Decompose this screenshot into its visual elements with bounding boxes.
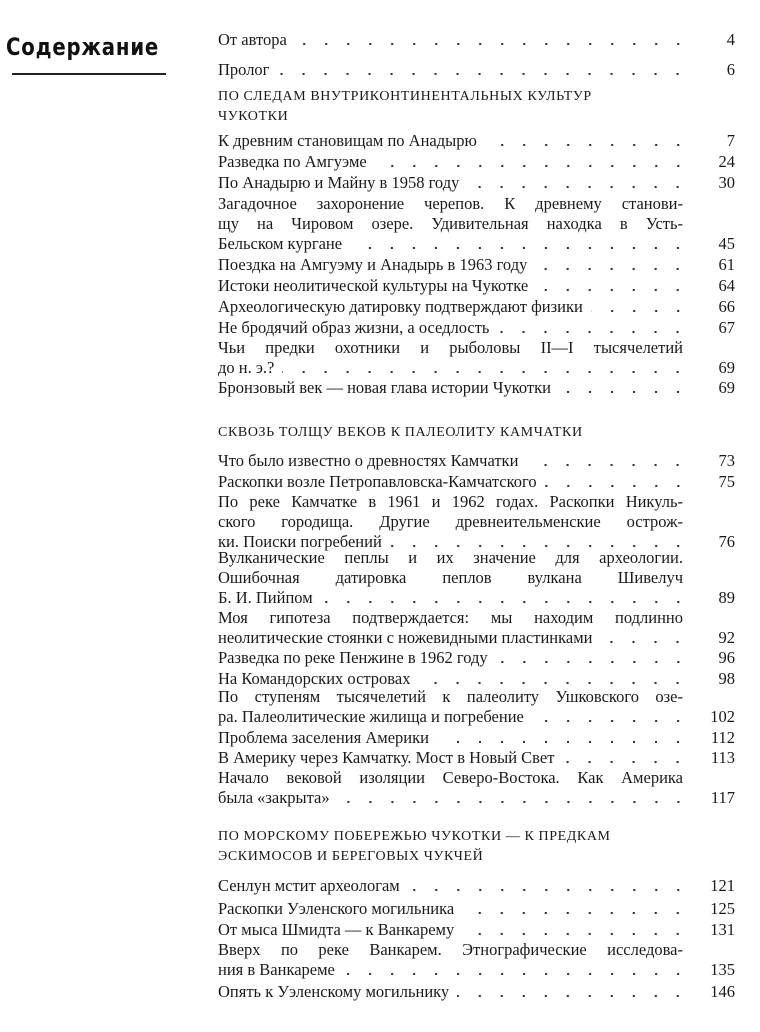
dot-leader — [532, 710, 689, 722]
page-number: 121 — [710, 876, 735, 895]
toc-entry[interactable] — [218, 451, 735, 471]
page-number: 113 — [710, 748, 735, 767]
dot-leader — [535, 258, 689, 270]
dot-leader — [600, 631, 689, 643]
entry-last-line — [218, 276, 735, 296]
entry-last-line — [218, 30, 735, 50]
dot-leader — [559, 381, 689, 393]
entry-text: На Командорских островах — [218, 669, 411, 688]
dot-leader — [282, 361, 689, 373]
toc-entry[interactable] — [218, 318, 735, 338]
entry-last-line — [218, 960, 735, 980]
page-number: 45 — [718, 234, 735, 253]
entry-last-line — [218, 920, 735, 940]
entry-text: Истоки неолитической культуры на Чукотке — [218, 276, 529, 295]
entry-text: От автора — [218, 30, 287, 49]
toc-entry[interactable] — [218, 152, 735, 172]
toc-entry[interactable] — [218, 899, 735, 919]
entry-text: Проблема заселения Америки — [218, 728, 429, 747]
toc-entry[interactable] — [218, 30, 735, 50]
entry-text: Разведка по Амгуэме — [218, 152, 367, 171]
dot-leader — [591, 300, 689, 312]
toc-entry[interactable] — [218, 687, 735, 727]
contents-title: Содержание — [6, 33, 160, 61]
entry-text: Сенлун мстит археологам — [218, 876, 400, 895]
toc-entry[interactable] — [218, 768, 735, 808]
dot-leader — [321, 591, 689, 603]
toc-entry[interactable] — [218, 194, 735, 254]
entry-text: Раскопки возле Петропавловска-Камчатского — [218, 472, 537, 491]
toc-entry[interactable] — [218, 338, 735, 378]
page-number: 96 — [718, 648, 735, 667]
entry-text-line: Моя гипотеза подтверждается: мы находим подлинно — [218, 608, 683, 627]
page-number: 135 — [710, 960, 735, 979]
entry-text-line: Начало вековой изоляции Северо-Востока. Как Америка — [218, 768, 683, 787]
toc-entry[interactable] — [218, 940, 735, 980]
toc-entry[interactable] — [218, 669, 735, 689]
entry-text: ра. Палеолитические жилища и погребение — [218, 707, 524, 726]
section-heading-line: ЭСКИМОСОВ И БЕРЕГОВЫХ ЧУКЧЕЙ — [218, 849, 484, 864]
section-heading-line: ПО МОРСКОМУ ПОБЕРЕЖЬЮ ЧУКОТКИ — К ПРЕДКАМ — [218, 829, 611, 844]
entry-last-line — [218, 451, 735, 471]
entry-text: Что было известно о древностях Камчатки — [218, 451, 519, 470]
title-underline — [12, 73, 166, 75]
entry-last-line — [218, 899, 735, 919]
page-number: 92 — [718, 628, 735, 647]
entry-text-line: Вверх по реке Ванкарем. Этнографические исследова- — [218, 940, 683, 959]
entry-last-line — [218, 788, 735, 808]
page-number: 69 — [718, 358, 735, 377]
page-number: 89 — [718, 588, 735, 607]
entry-text: Археологическую датировку подтверждают физики — [218, 297, 583, 316]
entry-last-line — [218, 748, 735, 768]
toc-entry[interactable] — [218, 60, 735, 80]
entry-text: В Америку через Камчатку. Мост в Новый Свет — [218, 748, 555, 767]
dot-leader — [338, 791, 689, 803]
page-number: 112 — [710, 728, 735, 747]
page-number: 30 — [718, 173, 735, 192]
entry-last-line — [218, 173, 735, 193]
entry-last-line — [218, 234, 735, 254]
toc-entry[interactable] — [218, 255, 735, 275]
entry-text: Не бродячий образ жизни, а оседлость — [218, 318, 490, 337]
section-heading — [218, 827, 611, 867]
page-number: 146 — [710, 982, 735, 1001]
entry-last-line — [218, 588, 735, 608]
entry-last-line — [218, 669, 735, 689]
entry-text-line: щу на Чировом озере. Удивительная находка в Усть- — [218, 214, 683, 233]
toc-entry[interactable] — [218, 608, 735, 648]
toc-entry[interactable] — [218, 920, 735, 940]
toc-entry[interactable] — [218, 276, 735, 296]
dot-leader — [562, 751, 689, 763]
page-number: 69 — [718, 378, 735, 397]
entry-text-line: Чьи предки охотники и рыболовы II—I тысячелетий — [218, 338, 683, 357]
dot-leader — [467, 176, 689, 188]
toc-entry[interactable] — [218, 492, 735, 552]
page-number: 6 — [726, 60, 735, 79]
section-heading-line: ПО СЛЕДАМ ВНУТРИКОНТИНЕНТАЛЬНЫХ КУЛЬТУР — [218, 89, 592, 104]
entry-text: К древним становищам по Анадырю — [218, 131, 477, 150]
page-number: 125 — [710, 899, 735, 918]
entry-last-line — [218, 472, 735, 492]
page-number: 131 — [710, 920, 735, 939]
entry-last-line — [218, 60, 735, 80]
entry-text: ки. Поиски погребений — [218, 532, 382, 551]
page-number: 64 — [718, 276, 735, 295]
dot-leader — [536, 279, 689, 291]
entry-last-line — [218, 982, 735, 1002]
entry-text: неолитические стоянки с ножевидными пластинками — [218, 628, 593, 647]
dot-leader — [545, 475, 689, 487]
dot-leader — [437, 731, 689, 743]
entry-text: По Анадырю и Майну в 1958 году — [218, 173, 460, 192]
entry-text: Поездка на Амгуэму и Анадырь в 1963 году — [218, 255, 528, 274]
page-number: 61 — [718, 255, 735, 274]
dot-leader — [277, 63, 689, 75]
entry-last-line — [218, 358, 735, 378]
entry-text: От мыса Шмидта — к Ванкарему — [218, 920, 455, 939]
entry-last-line — [218, 707, 735, 727]
dot-leader — [457, 985, 689, 997]
toc-entry[interactable] — [218, 378, 735, 398]
entry-last-line — [218, 255, 735, 275]
entry-last-line — [218, 297, 735, 317]
entry-text-line: Вулканические пеплы и их значение для археологии. — [218, 548, 683, 567]
dot-leader — [375, 155, 689, 167]
entry-text: Опять к Уэленскому могильнику — [218, 982, 450, 1001]
dot-leader — [462, 902, 689, 914]
dot-leader — [350, 237, 689, 249]
entry-text: Б. И. Пийпом — [218, 588, 313, 607]
entry-text-line: Ошибочная датировка пеплов вулкана Шивелуч — [218, 568, 683, 587]
entry-last-line — [218, 378, 735, 398]
dot-leader — [526, 454, 689, 466]
entry-text: Бельском кургане — [218, 234, 343, 253]
page-number: 4 — [726, 30, 735, 49]
page-number: 98 — [718, 669, 735, 688]
entry-last-line — [218, 152, 735, 172]
dot-leader — [390, 535, 689, 547]
toc-entry[interactable] — [218, 173, 735, 193]
entry-text: ния в Ванкареме — [218, 960, 335, 979]
toc-entry[interactable] — [218, 297, 735, 317]
entry-last-line — [218, 728, 735, 748]
entry-last-line — [218, 876, 735, 896]
entry-text: до н. э.? — [218, 358, 275, 377]
toc-entry[interactable] — [218, 876, 735, 896]
entry-text: Пролог — [218, 60, 270, 79]
dot-leader — [343, 963, 689, 975]
page-number: 102 — [710, 707, 735, 726]
dot-leader — [496, 651, 689, 663]
page-number: 67 — [718, 318, 735, 337]
section-heading-line: ЧУКОТКИ — [218, 109, 289, 124]
page-number: 7 — [726, 131, 735, 150]
dot-leader — [408, 879, 689, 891]
toc-entry[interactable] — [218, 548, 735, 608]
page-number: 76 — [718, 532, 735, 551]
toc-entry[interactable] — [218, 131, 735, 151]
entry-text-line: По ступеням тысячелетий к палеолиту Ушковского озе- — [218, 687, 683, 706]
entry-last-line — [218, 628, 735, 648]
dot-leader — [485, 134, 689, 146]
page-number: 66 — [718, 297, 735, 316]
section-heading — [218, 87, 592, 127]
entry-text: Раскопки Уэленского могильника — [218, 899, 455, 918]
page-number: 117 — [710, 788, 735, 807]
section-heading-line: СКВОЗЬ ТОЛЩУ ВЕКОВ К ПАЛЕОЛИТУ КАМЧАТКИ — [218, 425, 583, 440]
toc-entry[interactable] — [218, 648, 735, 668]
entry-text-line: По реке Камчатке в 1961 и 1962 годах. Раскопки Никуль- — [218, 492, 683, 511]
toc-entry[interactable] — [218, 982, 735, 1002]
entry-text: Разведка по реке Пенжине в 1962 году — [218, 648, 488, 667]
entry-last-line — [218, 131, 735, 151]
entry-last-line — [218, 648, 735, 668]
toc-entry[interactable] — [218, 472, 735, 492]
dot-leader — [295, 33, 689, 45]
section-heading — [218, 423, 583, 443]
toc-entry[interactable] — [218, 728, 735, 748]
dot-leader — [418, 672, 689, 684]
toc-entry[interactable] — [218, 748, 735, 768]
dot-leader — [497, 321, 689, 333]
page-number: 73 — [718, 451, 735, 470]
entry-text: была «закрыта» — [218, 788, 330, 807]
page-number: 75 — [718, 472, 735, 491]
entry-text: Бронзовый век — новая глава истории Чукотки — [218, 378, 551, 397]
entry-text-line: Загадочное захоронение черепов. К древнему станови- — [218, 194, 683, 213]
page-number: 24 — [718, 152, 735, 171]
entry-last-line — [218, 318, 735, 338]
entry-text-line: ского городища. Другие древнеительменские острож- — [218, 512, 683, 531]
dot-leader — [462, 923, 689, 935]
